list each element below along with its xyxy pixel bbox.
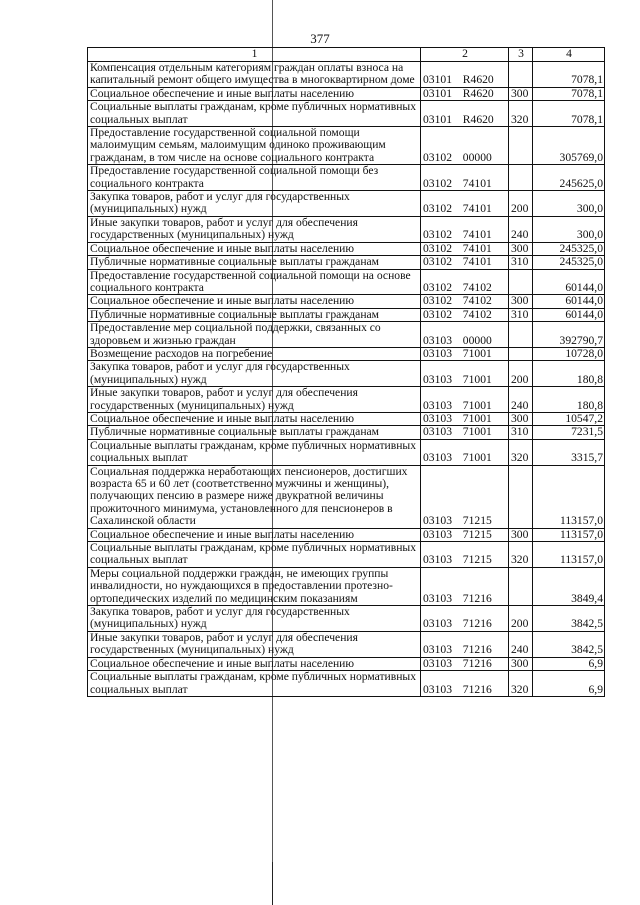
row-code bbox=[421, 256, 509, 269]
row-expense-type bbox=[509, 347, 533, 360]
row-sum: 60144,0 bbox=[533, 269, 605, 295]
row-code-direction: R4620 bbox=[462, 73, 494, 87]
table-row bbox=[88, 87, 605, 100]
row-sum: 3842,5 bbox=[533, 631, 605, 657]
row-code bbox=[421, 426, 509, 439]
table-row bbox=[88, 528, 605, 541]
row-code bbox=[421, 101, 509, 127]
row-code bbox=[421, 542, 509, 568]
row-code-program: 03103 bbox=[423, 657, 452, 670]
row-code bbox=[421, 165, 509, 191]
row-code-direction: 74102 bbox=[462, 280, 492, 294]
row-code bbox=[421, 361, 509, 387]
row-expense-type: 300 bbox=[509, 412, 533, 425]
row-name: Предоставление государственной социальной помощи малоимущим семьям, малоимущим одиноко проживающим гражданам, в том числе на основе социального контракта bbox=[88, 127, 421, 165]
row-name: Социальные выплаты гражданам, кроме публичных нормативных социальных выплат bbox=[88, 671, 421, 697]
row-code-direction: 74101 bbox=[462, 176, 492, 190]
row-code-direction: 71001 bbox=[462, 412, 492, 425]
row-code-program: 03102 bbox=[423, 202, 452, 216]
table-row bbox=[88, 567, 605, 605]
row-sum: 113157,0 bbox=[533, 528, 605, 541]
row-code bbox=[421, 528, 509, 541]
budget-table-body bbox=[88, 48, 605, 697]
row-sum: 180,8 bbox=[533, 387, 605, 413]
row-code bbox=[421, 322, 509, 348]
row-code-direction: 71001 bbox=[462, 451, 492, 465]
row-expense-type: 300 bbox=[509, 87, 533, 100]
row-code-direction: 71215 bbox=[462, 553, 492, 567]
row-code-program: 03102 bbox=[423, 308, 452, 321]
table-row bbox=[88, 606, 605, 632]
row-code-direction: 74101 bbox=[462, 228, 492, 242]
row-code bbox=[421, 127, 509, 165]
row-name: Иные закупки товаров, работ и услуг для обеспечения государственных (муниципальных) нужд bbox=[88, 387, 421, 413]
row-sum: 3842,5 bbox=[533, 606, 605, 632]
table-row bbox=[88, 361, 605, 387]
row-expense-type: 310 bbox=[509, 426, 533, 439]
row-expense-type: 300 bbox=[509, 242, 533, 255]
row-code-direction: 00000 bbox=[462, 150, 492, 164]
row-expense-type: 300 bbox=[509, 657, 533, 670]
row-expense-type: 310 bbox=[509, 308, 533, 321]
row-name: Социальные выплаты гражданам, кроме публичных нормативных социальных выплат bbox=[88, 101, 421, 127]
row-name: Социальное обеспечение и иные выплаты населению bbox=[88, 528, 421, 541]
row-code-program: 03103 bbox=[423, 333, 452, 347]
header-col-4: 4 bbox=[533, 48, 605, 62]
row-code-direction: 71215 bbox=[462, 528, 492, 541]
row-code-program: 03103 bbox=[423, 514, 452, 528]
table-row bbox=[88, 671, 605, 697]
row-name: Социальное обеспечение и иные выплаты населению bbox=[88, 295, 421, 308]
table-row bbox=[88, 465, 605, 528]
table-row bbox=[88, 62, 605, 88]
table-row bbox=[88, 191, 605, 217]
row-expense-type bbox=[509, 127, 533, 165]
row-code-program: 03103 bbox=[423, 451, 452, 465]
row-name: Предоставление государственной социальной помощи без социального контракта bbox=[88, 165, 421, 191]
row-code-program: 03101 bbox=[423, 87, 452, 100]
row-sum: 10547,2 bbox=[533, 412, 605, 425]
row-code bbox=[421, 631, 509, 657]
row-sum: 6,9 bbox=[533, 671, 605, 697]
row-code bbox=[421, 439, 509, 465]
row-name: Публичные нормативные социальные выплаты гражданам bbox=[88, 426, 421, 439]
row-code bbox=[421, 191, 509, 217]
row-code-program: 03102 bbox=[423, 242, 452, 255]
table-row bbox=[88, 101, 605, 127]
row-code-direction: 74102 bbox=[462, 308, 492, 321]
row-name: Возмещение расходов на погребение bbox=[88, 347, 421, 360]
row-sum: 245325,0 bbox=[533, 256, 605, 269]
row-code-direction: 71001 bbox=[462, 372, 492, 386]
row-sum: 7078,1 bbox=[533, 101, 605, 127]
table-row bbox=[88, 242, 605, 255]
table-row bbox=[88, 269, 605, 295]
row-sum: 305769,0 bbox=[533, 127, 605, 165]
row-name: Иные закупки товаров, работ и услуг для обеспечения государственных (муниципальных) нужд bbox=[88, 631, 421, 657]
row-sum: 7231,5 bbox=[533, 426, 605, 439]
row-expense-type: 320 bbox=[509, 542, 533, 568]
row-code-direction: 71215 bbox=[462, 514, 492, 528]
row-expense-type: 300 bbox=[509, 295, 533, 308]
row-code-program: 03101 bbox=[423, 73, 452, 87]
row-expense-type bbox=[509, 62, 533, 88]
row-code-program: 03102 bbox=[423, 294, 452, 308]
row-expense-type: 240 bbox=[509, 387, 533, 413]
row-code bbox=[421, 62, 509, 88]
row-name: Закупка товаров, работ и услуг для государственных (муниципальных) нужд bbox=[88, 191, 421, 217]
row-sum: 245325,0 bbox=[533, 242, 605, 255]
table-row bbox=[88, 347, 605, 360]
row-name: Социальное обеспечение и иные выплаты населению bbox=[88, 242, 421, 255]
row-sum: 300,0 bbox=[533, 216, 605, 242]
row-code-direction: 74101 bbox=[462, 202, 492, 216]
row-name: Компенсация отдельным категориям граждан оплаты взноса на капитальный ремонт общего имущества в многоквартирном доме bbox=[88, 62, 421, 88]
row-code bbox=[421, 295, 509, 308]
row-code-direction: 71216 bbox=[462, 657, 492, 670]
table-row bbox=[88, 657, 605, 670]
row-name: Закупка товаров, работ и услуг для государственных (муниципальных) нужд bbox=[88, 606, 421, 632]
row-code bbox=[421, 567, 509, 605]
row-expense-type: 240 bbox=[509, 216, 533, 242]
row-code-direction: 71216 bbox=[462, 643, 492, 657]
row-name: Социальные выплаты гражданам, кроме публичных нормативных социальных выплат bbox=[88, 542, 421, 568]
row-code-direction: 71001 bbox=[462, 425, 492, 439]
row-name: Предоставление государственной социальной помощи на основе социального контракта bbox=[88, 269, 421, 295]
row-expense-type bbox=[509, 269, 533, 295]
row-code bbox=[421, 412, 509, 425]
row-code bbox=[421, 606, 509, 632]
row-code-program: 03103 bbox=[423, 553, 452, 567]
table-row bbox=[88, 322, 605, 348]
header-col-2: 2 bbox=[421, 48, 509, 62]
row-code-direction: R4620 bbox=[462, 112, 494, 126]
row-code-program: 03103 bbox=[423, 643, 452, 657]
row-name: Меры социальной поддержки граждан, не имеющих группы инвалидности, но нуждающихся в предоставлении протезно-ортопедических изделий по медицинским показаниям bbox=[88, 567, 421, 605]
row-code-direction: 74101 bbox=[462, 242, 492, 255]
row-code-program: 03102 bbox=[423, 176, 452, 190]
row-code-program: 03102 bbox=[423, 255, 452, 269]
row-sum: 3849,4 bbox=[533, 567, 605, 605]
row-name: Предоставление мер социальной поддержки, связанных со здоровьем и жизнью граждан bbox=[88, 322, 421, 348]
row-code-direction: 74102 bbox=[462, 294, 492, 308]
row-code-program: 03102 bbox=[423, 280, 452, 294]
row-code-program: 03103 bbox=[423, 398, 452, 412]
row-expense-type: 200 bbox=[509, 606, 533, 632]
row-expense-type bbox=[509, 322, 533, 348]
row-code-direction: 74101 bbox=[462, 255, 492, 269]
row-code-program: 03102 bbox=[423, 228, 452, 242]
row-code-direction: R4620 bbox=[462, 87, 494, 100]
row-sum: 180,8 bbox=[533, 361, 605, 387]
row-expense-type: 300 bbox=[509, 528, 533, 541]
row-sum: 392790,7 bbox=[533, 322, 605, 348]
row-expense-type bbox=[509, 165, 533, 191]
row-name: Социальное обеспечение и иные выплаты населению bbox=[88, 87, 421, 100]
row-code bbox=[421, 308, 509, 321]
budget-table bbox=[87, 47, 605, 697]
row-code bbox=[421, 87, 509, 100]
row-expense-type: 240 bbox=[509, 631, 533, 657]
table-row bbox=[88, 631, 605, 657]
table-row bbox=[88, 439, 605, 465]
row-sum: 7078,1 bbox=[533, 87, 605, 100]
row-expense-type: 200 bbox=[509, 191, 533, 217]
row-sum: 113157,0 bbox=[533, 542, 605, 568]
row-expense-type bbox=[509, 567, 533, 605]
row-code-program: 03103 bbox=[423, 347, 452, 360]
row-sum: 7078,1 bbox=[533, 62, 605, 88]
row-sum: 60144,0 bbox=[533, 308, 605, 321]
table-row bbox=[88, 387, 605, 413]
row-sum: 113157,0 bbox=[533, 465, 605, 528]
row-code-program: 03103 bbox=[423, 591, 452, 605]
table-header-row bbox=[88, 48, 605, 62]
row-name: Закупка товаров, работ и услуг для государственных (муниципальных) нужд bbox=[88, 361, 421, 387]
scan-fold-mark bbox=[272, 862, 273, 905]
row-code bbox=[421, 465, 509, 528]
row-code-direction: 71216 bbox=[462, 682, 492, 696]
row-code-direction: 71216 bbox=[462, 617, 492, 631]
header-col-1: 1 bbox=[88, 48, 421, 62]
row-name: Социальное обеспечение и иные выплаты населению bbox=[88, 657, 421, 670]
row-code-direction: 71001 bbox=[462, 347, 492, 360]
table-row bbox=[88, 165, 605, 191]
row-expense-type bbox=[509, 465, 533, 528]
row-sum: 3315,7 bbox=[533, 439, 605, 465]
row-code-direction: 71216 bbox=[462, 591, 492, 605]
row-code-program: 03103 bbox=[423, 682, 452, 696]
row-sum: 245625,0 bbox=[533, 165, 605, 191]
row-code-program: 03103 bbox=[423, 372, 452, 386]
row-code bbox=[421, 242, 509, 255]
row-sum: 300,0 bbox=[533, 191, 605, 217]
row-sum: 6,9 bbox=[533, 657, 605, 670]
row-code-program: 03103 bbox=[423, 617, 452, 631]
row-code bbox=[421, 671, 509, 697]
row-sum: 10728,0 bbox=[533, 347, 605, 360]
table-row bbox=[88, 426, 605, 439]
row-name: Публичные нормативные социальные выплаты гражданам bbox=[88, 256, 421, 269]
row-code bbox=[421, 347, 509, 360]
row-code-program: 03103 bbox=[423, 425, 452, 439]
table-row bbox=[88, 216, 605, 242]
table-row bbox=[88, 308, 605, 321]
row-expense-type: 320 bbox=[509, 439, 533, 465]
row-code bbox=[421, 657, 509, 670]
row-code-program: 03103 bbox=[423, 528, 452, 541]
row-name: Социальное обеспечение и иные выплаты населению bbox=[88, 412, 421, 425]
row-code-program: 03102 bbox=[423, 150, 452, 164]
row-code bbox=[421, 216, 509, 242]
row-expense-type: 310 bbox=[509, 256, 533, 269]
row-code-program: 03101 bbox=[423, 112, 452, 126]
row-name: Социальная поддержка неработающих пенсионеров, достигших возраста 65 и 60 лет (соответственно мужчины и женщины), получающих пенсию в размере ниже двукратной величины прожиточного минимума, установленного для пенсионеров в Сахалинской области bbox=[88, 465, 421, 528]
row-code-program: 03103 bbox=[423, 412, 452, 425]
row-code-direction: 71001 bbox=[462, 398, 492, 412]
row-code-direction: 00000 bbox=[462, 333, 492, 347]
row-expense-type: 320 bbox=[509, 101, 533, 127]
row-name: Иные закупки товаров, работ и услуг для обеспечения государственных (муниципальных) нужд bbox=[88, 216, 421, 242]
table-row bbox=[88, 256, 605, 269]
row-expense-type: 200 bbox=[509, 361, 533, 387]
row-expense-type: 320 bbox=[509, 671, 533, 697]
row-code bbox=[421, 269, 509, 295]
table-row bbox=[88, 127, 605, 165]
page-number: 377 bbox=[310, 31, 330, 46]
row-code bbox=[421, 387, 509, 413]
row-name: Социальные выплаты гражданам, кроме публичных нормативных социальных выплат bbox=[88, 439, 421, 465]
table-row bbox=[88, 295, 605, 308]
header-col-3: 3 bbox=[509, 48, 533, 62]
row-sum: 60144,0 bbox=[533, 295, 605, 308]
table-row bbox=[88, 412, 605, 425]
table-row bbox=[88, 542, 605, 568]
row-name: Публичные нормативные социальные выплаты гражданам bbox=[88, 308, 421, 321]
